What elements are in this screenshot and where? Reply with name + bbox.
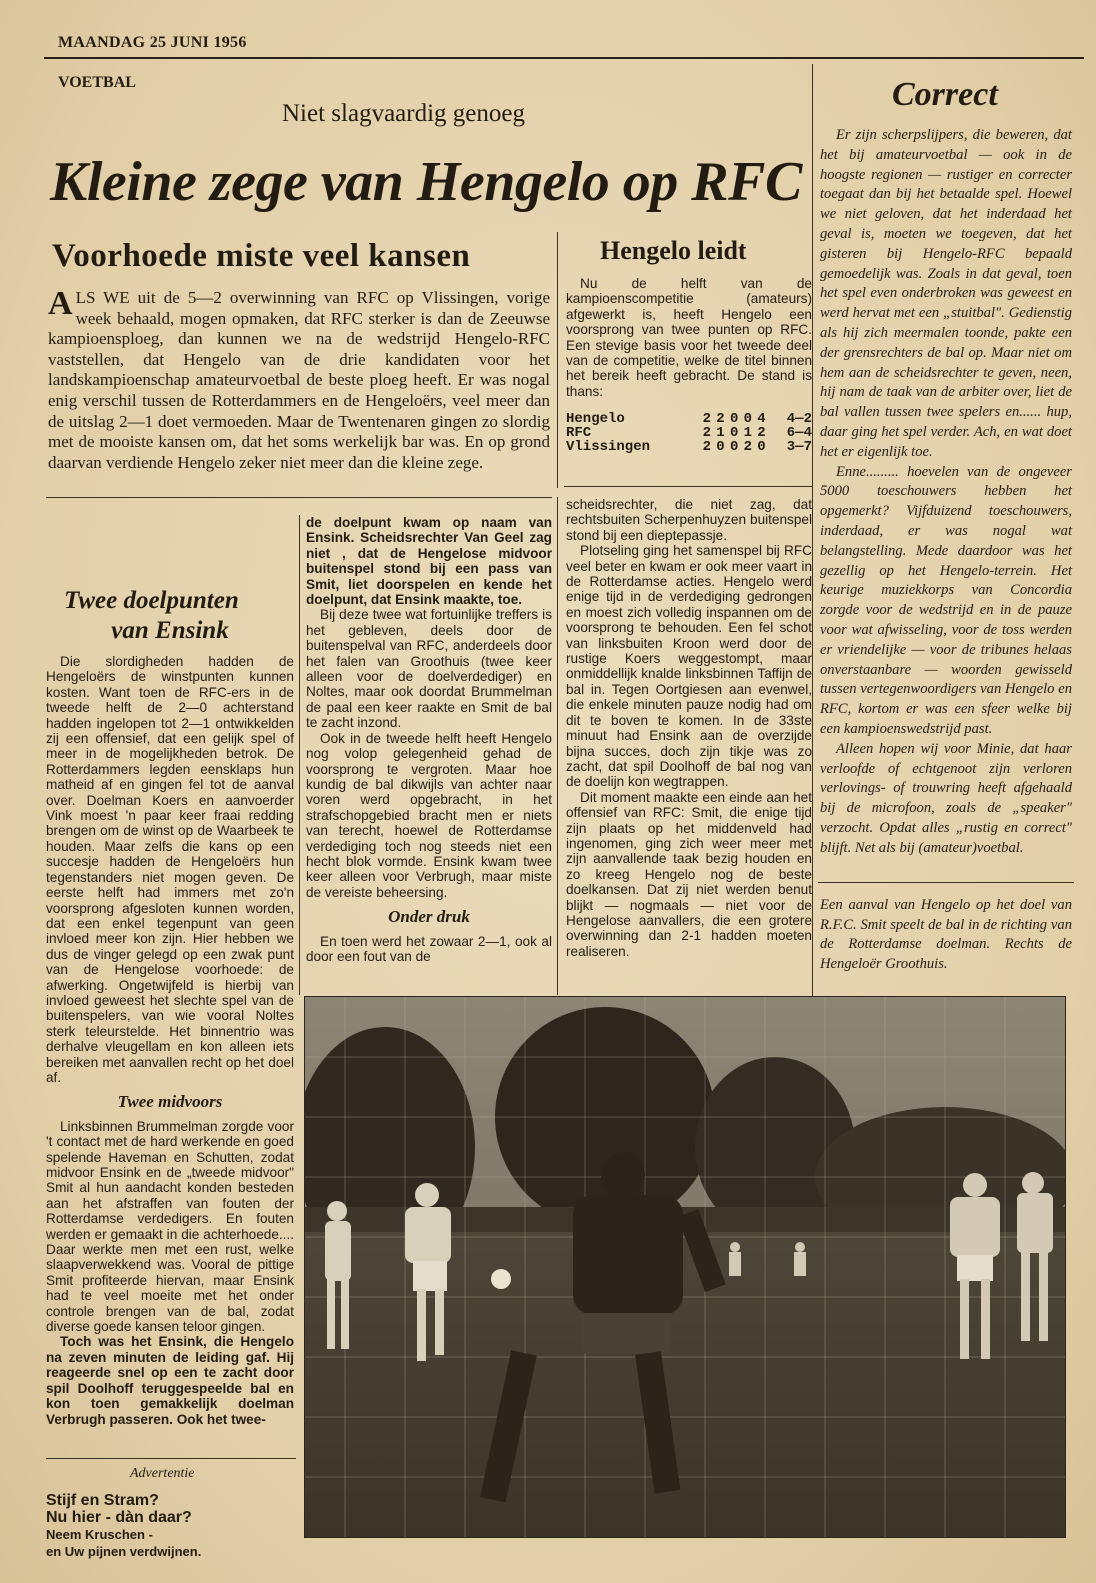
correct-column	[820, 126, 1072, 858]
article-subhead: Voorhoede miste veel kansen	[52, 238, 471, 274]
goals: 4—2	[786, 411, 812, 427]
team-name: Hengelo	[566, 411, 625, 427]
points: 4	[757, 411, 766, 427]
correct-paragraph-2: Enne......... hoevelen van de ongeveer 5000 toeschouwers hebben het opgemerkt? Vijfduizend toeschouwers, inderdaad, er was nogal wat belangstelling. Mede daardoor was het gezellig op het Hengelo-terrein. Het keurige muziekkorps van Concordia zorgde voor de wedstrijd en in de pauze voor wat afwisseling, voor de toss werden er vriendelijke — voor de tribunes helaas onverstaanbare — woorden gewisseld tussen vertegenwoordigers van Hengelo en RFC, kortom er was een sfeer welke bij een kampioenswedstrijd past.	[820, 463, 1072, 737]
correct-paragraph-3: Alleen hopen wij voor Minie, dat haar verloofde of echtgenoot zijn verloren verlovings- of trouwring heeft afgehaald bij de microfoon, zoals de „speaker" verzocht. Opdat alles „rustig en correct" blijft. Net als bij (amateur)voetbal.	[820, 740, 1072, 856]
advert-top-rule	[46, 1458, 296, 1459]
correct-title: Correct	[892, 76, 998, 113]
col3-paragraph-3: Dit moment maakte een einde aan het offensief van RFC: Smit, die enige tijd zijn plaats op het middenveld had ingenomen, ging zich weer meer met zijn aanvallende taak bezig houden en zo kreeg Hengelo nog de beste doelkansen. Dat zij niet werden benut blijkt — nogmaals — niet voor de Hengelose aanvallers, die een grotere overwinning dan 2-1 hadden moeten realiseren.	[566, 789, 812, 959]
col2-paragraph-4: En toen werd het zowaar 2—1, ook al door een fout van de	[306, 933, 552, 964]
leidt-intro-text: Nu de helft van de kampioenscompetitie (amateurs) afgewerkt is, heeft Hengelo een voorsprong van twee punten op RFC. Een stevige basis voor het tweede deel van de competitie, welke de titel binnen het bereik heeft gebracht. De stand is thans:	[566, 276, 812, 399]
dateline: MAANDAG 25 JUNI 1956	[58, 34, 247, 51]
advert-line-3: Neem Kruschen -	[46, 1527, 153, 1542]
goals: 6—4	[786, 425, 812, 441]
drop-cap: A	[48, 285, 73, 322]
won: 2	[716, 411, 725, 427]
col1-paragraph-3: Toch was het Ensink, die Hengelo na zeven minuten de leiding gaf. Hij reageerde snel op een te zacht door spil Doolhoff teruggespeelde bal en kon toen gemakkelijk doelman Verbrugh passeren. Ook het twee-	[46, 1334, 294, 1427]
col3-paragraph-1: scheidsrechter, die niet zag, dat rechtsbuiten Scherpenhuyzen buitenspel stond bij een dieptepassje.	[566, 497, 812, 543]
correct-paragraph-1: Er zijn scherpslijpers, die beweren, dat het bij amateurvoetbal — ook in de hoogste regionen — rustiger en correcter toegaat dan bij het betaalde spel. Hoewel we niet geloven, dat het inderdaad het geval is, moeten we toegeven, dat het gisteren bij Hengelo-RFC bepaald gemoedelijk was. Zoals in dat geval, toen het spel even onderbroken was geweest en werd hervat met een „stuitbal". Gedienstig als hij zich meermalen toonde, pakte een der grensrechters de bal op. Maar niet om hem aan de scheidsrechter te geven, neen, hij nam de taak van de arbiter over, liet de bal vallen tussen twee spelers en...... hup, daar ging het spel verder. Ach, en wat doet het er eigenlijk toe.	[820, 127, 1072, 460]
article-headline: Kleine zege van Hengelo op RFC	[50, 151, 802, 213]
football-match-image	[305, 997, 1065, 1537]
advert-line-4: en Uw pijnen verdwijnen.	[46, 1544, 202, 1559]
drawn: 0	[729, 439, 739, 455]
table-row	[566, 412, 812, 426]
column-divider-leidt	[557, 232, 558, 488]
top-rule	[44, 57, 1084, 59]
lead-text: LS WE uit de 5—2 overwinning van RFC op Vlissingen, vorige week behaald, mogen opmaken, dat RFC sterker is dan de Zeeuwse kampioensploeg, dan kunnen we na de wedstrijd Hengelo-RFC vaststellen, dat Hengelo van de drie kandidaten voor het landskampioenschap amateurvoetbal de beste ploeg heeft. Er was nogal enig verschil tussen de Rotterdammers en de Hengeloërs, veel meer dan de uitslag 2—1 doet vermoeden. Maar de Twentenaren gingen zo slordig met de mooiste kansen om, dat het soms werkelijk bar was. En op grond daarvan verdiende Hengelo zeker niet meer dan die kleine zege.	[48, 288, 550, 472]
col3-paragraph-2: Plotseling ging het samenspel bij RFC veel beter en kwam er ook meer vaart in de Rotterdamse acties. Hengelo werd enige tijd in de verdediging gedrongen en moest zich volledig inspannen om de voorsprong te behouden. Een fel schot van linksbuiten Kroon werd door de rustige Koers weggestompt, maar onmiddellijk knalde linksbinnen Taffijn de bal in. Tegen Oortgiesen aan evenwel, die enkele minuten pauze nodig had om dit te boven te komen. In de 33ste minuut had Ensink aan de overzijde bijna succes, doch zijn tikje was zo zacht, dat spil Doolhoff de bal nog van de doelijn kon wegtrappen.	[566, 543, 812, 790]
won: 0	[716, 439, 725, 455]
column-2	[306, 515, 552, 964]
col1-paragraph-1: Die slordigheden hadden de Hengeloërs de winstpunten kunnen kosten. Want toen de RFC-ers in de tweede helft de 2—0 achterstand hadden ingelopen tot 2—1 ontwikkelden zij een offensief, dat een gelijk spel of meer in de mogelijkheden betrok. De Rotterdammers legden eensklaps hun matheid af en gingen fel tot de aanval over. Doelman Koers en aanvoerder Vink moest 'n paar keer fraai redding brengen om de winst op de Waarbeek te houden. Maar zelfs die kans op een succesje hadden de Hengeloërs hun tegenstanders niet mogen geven. De eerste helft had immers met zo'n voorsprong afgesloten kunnen worden, dat een enkel tegenpunt van geen invloed meer kon zijn. Hier hebben we dus de vinger gelegd op een zwak punt van de Hengelose voorhoede: de afwerking. Ongetwijfeld is hierbij van invloed geweest het slechte spel van de buitenspelers, van wie vooral Noltes sterk teleurstelde. Het binnentrio was derhalve vleugellam en kon alleen iets bereiken met aanvallen recht op het doel af.	[46, 654, 294, 1085]
advert-label: Advertentie	[130, 1466, 195, 1481]
column-3	[566, 497, 812, 959]
advert-line-2: Nu hier - dàn daar?	[46, 1509, 192, 1526]
subtitle-onder-druk: Onder druk	[388, 907, 470, 927]
section-label: VOETBAL	[58, 74, 136, 91]
advert-text	[46, 1492, 296, 1560]
subtitle-van-ensink: van Ensink	[111, 617, 229, 644]
column-1	[46, 586, 294, 1427]
col2-paragraph-2: Bij deze twee wat fortuinlijke treffers is het gebleven, deels door de buitenspelval van RFC, anderdeels door het falen van Groothuis (twee keer alleen voor de doelverdediger) en Noltes, maar ook doordat Brummelman de paal een keer raakte en Smit de bal te zacht inzond.	[306, 607, 552, 731]
leidt-title: Hengelo leidt	[600, 236, 747, 265]
subtitle-twee-midvoors: Twee midvoors	[117, 1092, 223, 1112]
team-name: RFC	[566, 425, 592, 441]
points: 0	[757, 439, 766, 455]
leidt-bottom-rule	[564, 486, 812, 487]
table-row	[566, 440, 812, 454]
leidt-intro	[566, 276, 812, 399]
lost: 1	[743, 425, 752, 441]
points: 2	[757, 425, 766, 441]
standings-table	[566, 412, 812, 454]
goals: 3—7	[786, 439, 812, 455]
photo-caption: Een aanval van Hengelo op het doel van R.F.C. Smit speelt de bal in de richting van de Rotterdamse doelman. Rechts de Hengeloër Groothuis.	[820, 897, 1072, 972]
played: 2	[702, 439, 712, 455]
drawn: 0	[729, 411, 739, 427]
team-name: Vlissingen	[566, 439, 651, 455]
lost: 0	[743, 411, 752, 427]
match-photo	[304, 996, 1066, 1538]
col1-paragraph-2: Linksbinnen Brummelman zorgde voor 't contact met de hard werkende en goed spelende Haveman en Schutten, zodat midvoor Ensink en de „tweede midvoor" Smit al hun aandacht konden besteden aan het afstraffen van fouten der Rotterdamse verdedigers. En fouten werden er gemaakt in die achterhoede.... Daar werkte men met een rust, welke slaapverwekkend was. Vooral de pittige Smit profiteerde hiervan, maar Ensink had te veel moeite met het onder controle brengen van de bal, zodat diverse goede kansen teloor gingen.	[46, 1118, 294, 1335]
advert-line-1: Stijf en Stram?	[46, 1492, 159, 1509]
caption-top-rule	[818, 882, 1074, 883]
column-divider-1	[299, 515, 300, 995]
article-kicker: Niet slagvaardig genoeg	[282, 100, 525, 127]
col2-paragraph-1: de doelpunt kwam op naam van Ensink. Scheidsrechter Van Geel zag niet , dat de Hengelose midvoor buitenspel stond bij een pass van Smit, liet doorspelen en kende het doelpunt, dat Ensink maakte, toe.	[306, 515, 552, 608]
played: 2	[702, 425, 712, 441]
drawn: 0	[729, 425, 739, 441]
subtitle-twee-doelpunten: Twee doelpunten	[64, 587, 239, 614]
lost: 2	[743, 439, 752, 455]
lead-bottom-rule	[46, 497, 552, 498]
lead-paragraph	[48, 285, 550, 473]
column-divider-2	[557, 497, 558, 995]
played: 2	[702, 411, 712, 427]
won: 1	[716, 425, 725, 441]
table-row	[566, 426, 812, 440]
col2-paragraph-3: Ook in de tweede helft heeft Hengelo nog volop gelegenheid gehad de voorsprong te vergroten. Maar hoe kundig de bal dikwijls van achter naar voren werd opgebracht, in het strafschopgebied bracht men er niets van terecht, hoewel de Rotterdamse verdediging toch nog steeds niet een hecht blok vormde. Ensink kwam twee keer alleen voor Verbrugh, maar miste de vereiste beheersing.	[306, 730, 552, 900]
